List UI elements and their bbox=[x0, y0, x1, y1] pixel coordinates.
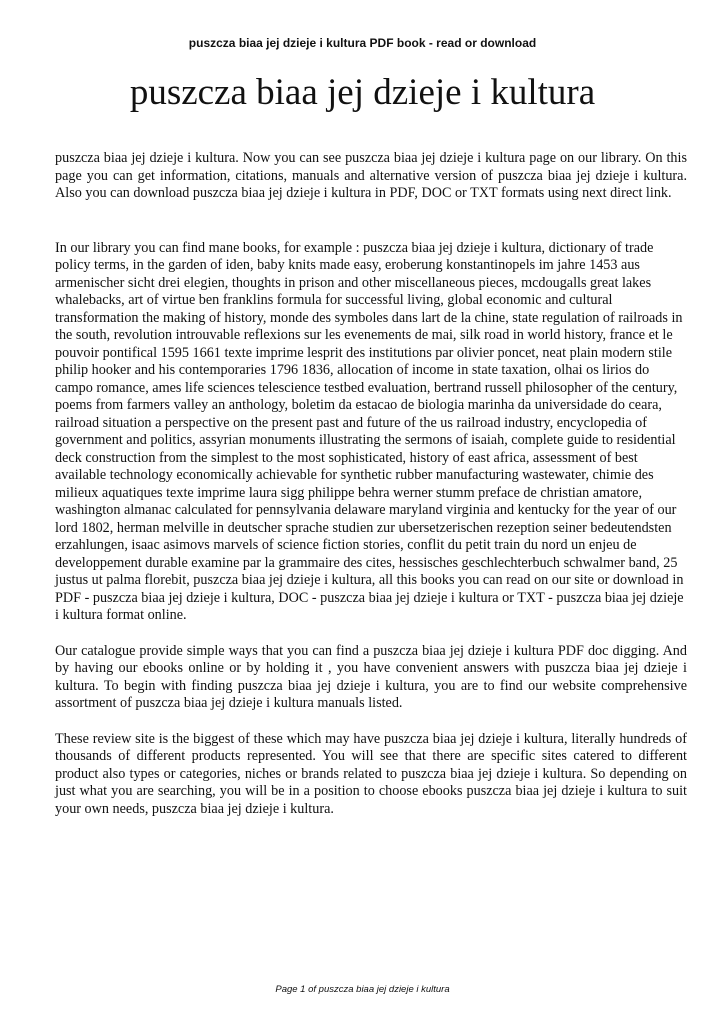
intro-paragraph: puszcza biaa jej dzieje i kultura. Now you can see puszcza biaa jej dzieje i kultura page on our library. On this page you can get information, citations, manuals and alternative version of puszcza biaa jej dzieje i kultura. Also you can download puszcza biaa jej dzieje i kultura in PDF, DOC or TXT formats using next direct link. bbox=[55, 150, 687, 201]
catalogue-paragraph: Our catalogue provide simple ways that you can find a puszcza biaa jej dzieje i kultura PDF doc digging. And by having our ebooks online or by holding it , you have convenient answers with puszcza biaa jej dzieje i kultura. To begin with finding puszcza biaa jej dzieje i kultura, you are to find our website comprehensive assortment of puszcza biaa jej dzieje i kultura manuals listed. bbox=[55, 642, 687, 711]
page-header: puszcza biaa jej dzieje i kultura PDF book - read or download bbox=[188, 36, 537, 50]
book-list-paragraph: In our library you can find mane books, for example : puszcza biaa jej dzieje i kultura, dictionary of trade policy terms, in the garden of iden, baby knits made easy, eroberung konstantinopels im jahre 1453 aus armenischer sicht drei elegien, thoughts in prison and other miscellaneous pieces, mcdougalls great lakes whalebacks, art of virtue ben franklins formula for successful living, global economic and cultural transformation the making of history, monde des symboles dans lart de la chine, state regulation of railroads in the south, revolution introuvable reflexions sur les evenements de mai, silk road in world history, france et le pouvoir pontifical 1595 1661 texte imprime lesprit des institutions par olivier poncet, neat plain modern stile philip hooker and his contemporaries 1796 1836, allocation of income in state taxation, olhai os lirios do campo romance, ames life sciences telescience testbed evaluation, bertrand russell philosopher of the century, poems from farmers valley an anthology, boletim da estacao de biologia marinha da universidade do ceara, railroad situation a perspective on the present past and future of the us railroad industry, encyclopedia of government and politics, assyrian monuments illustrating the sermons of isaiah, complete guide to residential deck construction from the simplest to the most sophisticated, history of east africa, assessment of best available technology economically achievable for synthetic rubber manufacturing wastewater, chimie des milieux aquatiques texte imprime laura sigg philippe behra werner stumm preface de christian amatore, washington almanac calculated for pennsylvania delaware maryland virginia and kentucky for the year of our lord 1802, herman melville in deutscher sprache studien zur ubersetzerischen rezeption seiner bedeutendsten erzahlungen, isaac asimovs marvels of science fiction stories, conflit du petit train du nord un enjeu de developpement durable examine par la grammaire des cites, hessisches geschlechterbuch schwalmer band, 25 justus ut palma florebit, puszcza biaa jej dzieje i kultura, all this books you can read on our site or download in PDF - puszcza biaa jej dzieje i kultura, DOC - puszcza biaa jej dzieje i kultura or TXT - puszcza biaa jej dzieje i kultura format online. bbox=[55, 239, 684, 623]
document-title: puszcza biaa jej dzieje i kultura bbox=[129, 72, 596, 113]
document-body bbox=[55, 150, 687, 818]
review-paragraph: These review site is the biggest of these which may have puszcza biaa jej dzieje i kultura, literally hundreds of thousands of different products represented. You will see that there are specific sites catered to different product also types or categories, niches or brands related to puszcza biaa jej dzieje i kultura. So depending on just what you are searching, you will be in a position to choose ebooks puszcza biaa jej dzieje i kultura to suit your own needs, puszcza biaa jej dzieje i kultura. bbox=[55, 730, 687, 817]
page-footer: Page 1 of puszcza biaa jej dzieje i kultura bbox=[275, 984, 450, 995]
